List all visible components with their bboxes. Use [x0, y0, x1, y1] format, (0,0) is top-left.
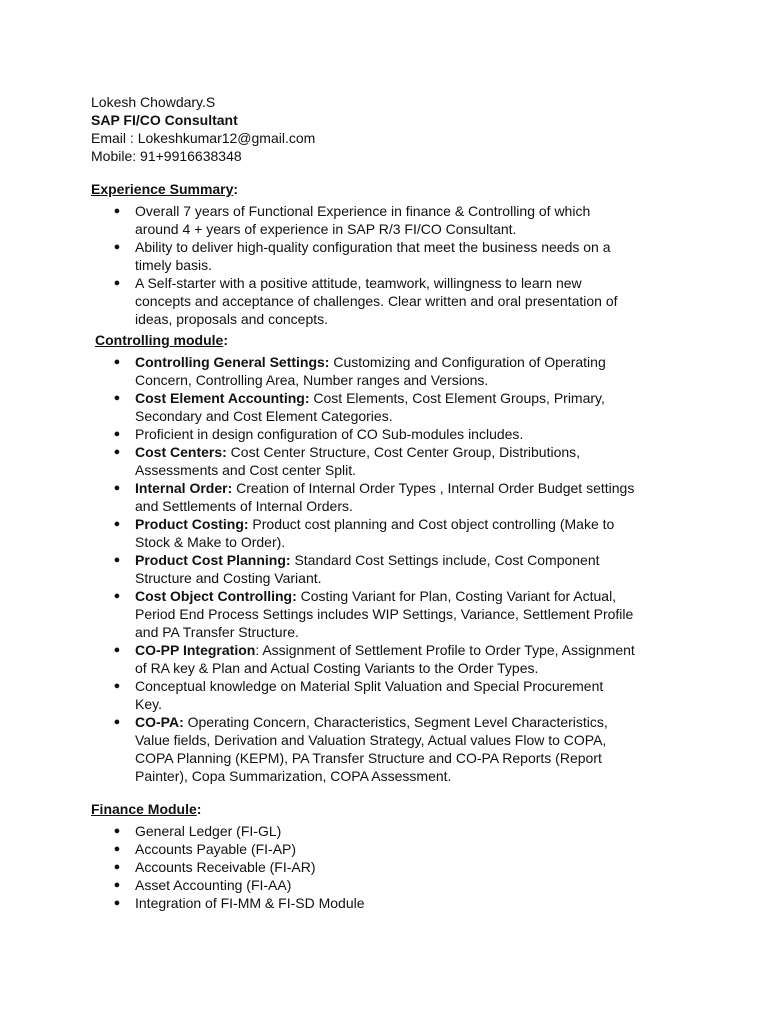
- mobile-line: [91, 147, 691, 165]
- experience-heading-text: Experience Summary: [91, 181, 234, 197]
- controlling-item-line-text: Proficient in design configuration of CO Sub-modules includes.: [135, 426, 524, 442]
- controlling-item-line-text: Creation of Internal Order Types , Internal Order Budget settings: [232, 480, 635, 496]
- controlling-item: [91, 353, 691, 389]
- controlling-item-line-text: Stock & Make to Order).: [135, 534, 286, 550]
- bullet-icon: ●: [113, 554, 121, 566]
- controlling-heading: [95, 331, 691, 350]
- controlling-item-line-text: Period End Process Settings includes WIP Settings, Variance, Settlement Profile: [135, 606, 634, 622]
- mobile-label: Mobile:: [91, 148, 137, 164]
- controlling-item: [91, 515, 691, 551]
- controlling-item-line-text: Key.: [135, 696, 162, 712]
- controlling-item-text: [135, 587, 691, 641]
- controlling-item-text: [135, 389, 691, 425]
- experience-item: [91, 238, 691, 274]
- bullet-icon: ●: [113, 392, 121, 404]
- experience-list: [91, 202, 691, 328]
- finance-item-line-text: Accounts Payable (FI-AP): [135, 841, 297, 857]
- controlling-item-text: [135, 353, 691, 389]
- bullet-icon: ●: [113, 205, 121, 217]
- controlling-item-line-text: Cost Elements, Cost Element Groups, Primary,: [309, 390, 605, 406]
- controlling-item-line: [135, 749, 691, 767]
- experience-item-line-text: Ability to deliver high-quality configuration that meet the business needs on a: [135, 239, 611, 255]
- finance-item-line: [135, 840, 691, 858]
- email-label: Email :: [91, 130, 134, 146]
- controlling-item: [91, 479, 691, 515]
- controlling-item-line-text: of RA key & Plan and Actual Costing Variants to the Order Types.: [135, 660, 539, 676]
- controlling-item-text: [135, 551, 691, 587]
- mobile-value: 91+9916638348: [140, 148, 242, 164]
- controlling-item-line: [135, 353, 691, 371]
- controlling-item-label: CO-PA:: [135, 714, 184, 730]
- finance-item: [91, 822, 691, 840]
- controlling-item-line: [135, 425, 691, 443]
- controlling-item-line: [135, 551, 691, 569]
- controlling-item-label: Controlling General Settings:: [135, 354, 330, 370]
- experience-item-line: [135, 220, 691, 238]
- bullet-icon: ●: [113, 716, 121, 728]
- experience-item-line: [135, 292, 691, 310]
- controlling-item-line-text: and PA Transfer Structure.: [135, 624, 299, 640]
- controlling-item-text: [135, 641, 691, 677]
- controlling-item-line-text: Costing Variant for Plan, Costing Variant for Actual,: [296, 588, 617, 604]
- bullet-icon: ●: [113, 843, 121, 855]
- controlling-item-label: Product Costing:: [135, 516, 249, 532]
- controlling-list: [91, 353, 691, 785]
- finance-item-line: [135, 876, 691, 894]
- controlling-item-text: [135, 443, 691, 479]
- experience-item-text: [135, 202, 691, 238]
- controlling-item-label: Internal Order:: [135, 480, 233, 496]
- controlling-item-line: [135, 389, 691, 407]
- bullet-icon: ●: [113, 482, 121, 494]
- finance-heading-colon: :: [196, 801, 202, 817]
- experience-item-line: [135, 310, 691, 328]
- candidate-name: Lokesh Chowdary.S: [91, 94, 216, 110]
- controlling-item-line: [135, 605, 691, 623]
- finance-item-line-text: Asset Accounting (FI-AA): [135, 877, 292, 893]
- finance-item-line-text: Integration of FI-MM & FI-SD Module: [135, 895, 365, 911]
- controlling-item-line: [135, 479, 691, 497]
- controlling-item-line-text: Painter), Copa Summarization, COPA Assessment.: [135, 768, 452, 784]
- controlling-item-text: [135, 515, 691, 551]
- controlling-item-line-text: Secondary and Cost Element Categories.: [135, 408, 393, 424]
- controlling-heading-colon: :: [223, 332, 228, 348]
- controlling-item-line-text: Operating Concern, Characteristics, Segment Level Characteristics,: [183, 714, 608, 730]
- bullet-icon: ●: [113, 680, 121, 692]
- bullet-icon: ●: [113, 518, 121, 530]
- controlling-item-line: [135, 695, 691, 713]
- controlling-item-text: [135, 425, 691, 443]
- controlling-item-line: [135, 443, 691, 461]
- controlling-item: [91, 587, 691, 641]
- finance-item-text: [135, 858, 691, 876]
- bullet-icon: ●: [113, 356, 121, 368]
- controlling-item-label: CO-PP Integration: [135, 642, 256, 658]
- controlling-item-line: [135, 533, 691, 551]
- bullet-icon: ●: [113, 590, 121, 602]
- experience-item-line: [135, 256, 691, 274]
- controlling-heading-text: Controlling module: [95, 332, 224, 348]
- controlling-item: [91, 551, 691, 587]
- controlling-item-line-text: Structure and Costing Variant.: [135, 570, 322, 586]
- controlling-item-label: Cost Element Accounting:: [135, 390, 310, 406]
- finance-item-text: [135, 822, 691, 840]
- controlling-item-line: [135, 677, 691, 695]
- finance-item-text: [135, 876, 691, 894]
- finance-item-line: [135, 822, 691, 840]
- bullet-icon: ●: [113, 825, 121, 837]
- experience-heading: [91, 180, 691, 199]
- controlling-item-line: [135, 713, 691, 731]
- experience-item-line-text: concepts and acceptance of challenges. Clear written and oral presentation of: [135, 293, 618, 309]
- experience-item-line: [135, 202, 691, 220]
- bullet-icon: ●: [113, 879, 121, 891]
- controlling-item-line-text: Standard Cost Settings include, Cost Component: [290, 552, 600, 568]
- finance-item-line: [135, 894, 691, 912]
- experience-item-line-text: Overall 7 years of Functional Experience in finance & Controlling of which: [135, 203, 591, 219]
- bullet-icon: ●: [113, 241, 121, 253]
- controlling-item-line: [135, 731, 691, 749]
- controlling-item-line-text: Cost Center Structure, Cost Center Group, Distributions,: [226, 444, 581, 460]
- finance-item-text: [135, 840, 691, 858]
- finance-item: [91, 894, 691, 912]
- controlling-item: [91, 713, 691, 785]
- experience-item-line-text: timely basis.: [135, 257, 213, 273]
- controlling-item-line: [135, 587, 691, 605]
- controlling-item-line: [135, 371, 691, 389]
- experience-item-line: [135, 274, 691, 292]
- finance-list: [91, 822, 691, 912]
- controlling-item-label: Cost Object Controlling:: [135, 588, 297, 604]
- controlling-item: [91, 425, 691, 443]
- controlling-item-line: [135, 461, 691, 479]
- controlling-item-line: [135, 641, 691, 659]
- controlling-item-text: [135, 479, 691, 515]
- experience-item-line: [135, 238, 691, 256]
- finance-item: [91, 840, 691, 858]
- email-value[interactable]: Lokeshkumar12@gmail.com: [137, 130, 316, 146]
- controlling-item-line-text: Customizing and Configuration of Operating: [329, 354, 606, 370]
- controlling-item-line: [135, 515, 691, 533]
- controlling-item-label: Product Cost Planning:: [135, 552, 291, 568]
- controlling-item-label: Cost Centers:: [135, 444, 227, 460]
- controlling-item-line-text: Value fields, Derivation and Valuation Strategy, Actual values Flow to COPA,: [135, 732, 607, 748]
- resume-page: [91, 93, 691, 912]
- controlling-item: [91, 443, 691, 479]
- controlling-item-text: [135, 677, 691, 713]
- experience-item-text: [135, 274, 691, 328]
- controlling-item-line: [135, 767, 691, 785]
- experience-item-text: [135, 238, 691, 274]
- bullet-icon: ●: [113, 861, 121, 873]
- finance-item-line: [135, 858, 691, 876]
- experience-heading-colon: :: [233, 181, 239, 197]
- controlling-item-line: [135, 659, 691, 677]
- experience-item-line-text: around 4 + years of experience in SAP R/3 FI/CO Consultant.: [135, 221, 517, 237]
- email-line: [91, 129, 691, 147]
- controlling-item-line-text: Product cost planning and Cost object controlling (Make to: [248, 516, 615, 532]
- candidate-title: SAP FI/CO Consultant: [91, 112, 238, 128]
- finance-item-line-text: General Ledger (FI-GL): [135, 823, 282, 839]
- controlling-item-line-text: : Assignment of Settlement Profile to Order Type, Assignment: [255, 642, 635, 658]
- controlling-item: [91, 677, 691, 713]
- experience-item-line-text: ideas, proposals and concepts.: [135, 311, 329, 327]
- controlling-item-line: [135, 623, 691, 641]
- finance-item-line-text: Accounts Receivable (FI-AR): [135, 859, 316, 875]
- bullet-icon: ●: [113, 428, 121, 440]
- experience-item: [91, 202, 691, 238]
- controlling-item-line: [135, 569, 691, 587]
- controlling-item-line-text: COPA Planning (KEPM), PA Transfer Structure and CO-PA Reports (Report: [135, 750, 602, 766]
- finance-item: [91, 876, 691, 894]
- experience-item: [91, 274, 691, 328]
- bullet-icon: ●: [113, 897, 121, 909]
- bullet-icon: ●: [113, 446, 121, 458]
- controlling-item: [91, 389, 691, 425]
- finance-heading-text: Finance Module: [91, 801, 197, 817]
- bullet-icon: ●: [113, 644, 121, 656]
- bullet-icon: ●: [113, 277, 121, 289]
- controlling-item-line-text: and Settlements of Internal Orders.: [135, 498, 353, 514]
- controlling-item-line-text: Assessments and Cost center Split.: [135, 462, 356, 478]
- experience-item-line-text: A Self-starter with a positive attitude, teamwork, willingness to learn new: [135, 275, 582, 291]
- finance-item-text: [135, 894, 691, 912]
- controlling-item-line: [135, 407, 691, 425]
- controlling-item-line-text: Concern, Controlling Area, Number ranges and Versions.: [135, 372, 489, 388]
- controlling-item: [91, 641, 691, 677]
- finance-item: [91, 858, 691, 876]
- controlling-item-line: [135, 497, 691, 515]
- controlling-item-text: [135, 713, 691, 785]
- controlling-item-line-text: Conceptual knowledge on Material Split Valuation and Special Procurement: [135, 678, 604, 694]
- finance-heading: [91, 800, 691, 819]
